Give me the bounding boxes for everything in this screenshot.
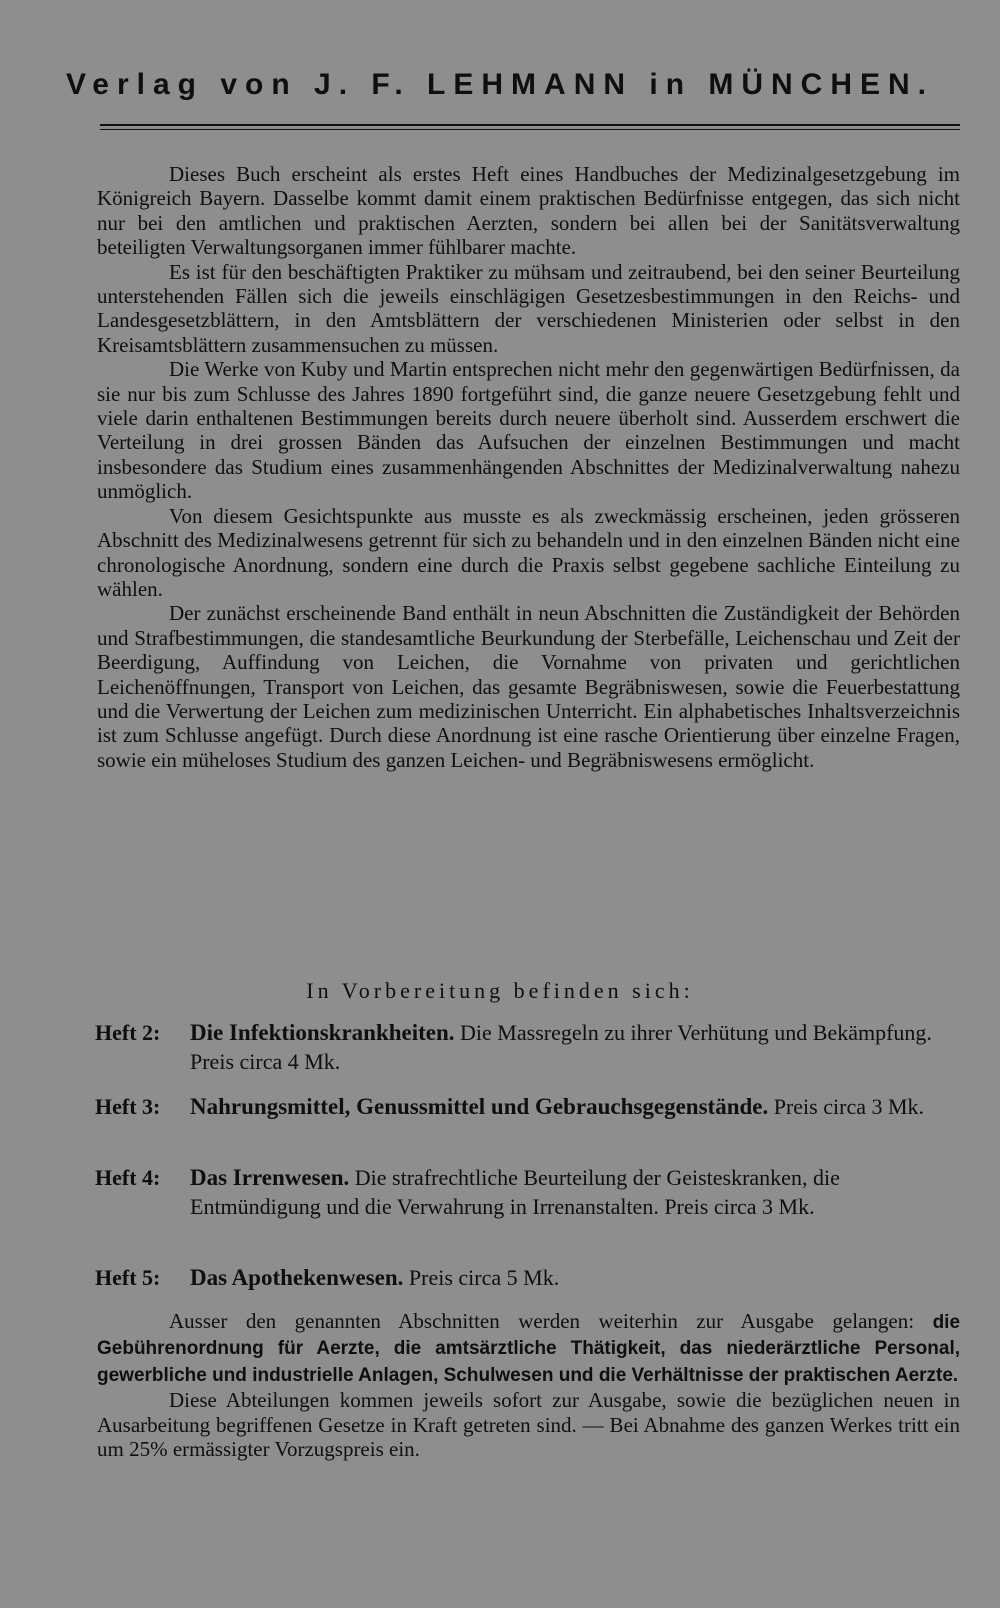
closing-intro: Ausser den genannten Abschnitten werden weiterhin zur Ausgabe gelangen: [169,1309,915,1333]
volume-entry [95,1018,960,1076]
volume-title: Das Apothekenwesen. [190,1265,404,1290]
volume-title: Die Infektionskrankheiten. [190,1020,455,1045]
volume-entry [95,1092,960,1121]
closing-paragraph [97,1309,960,1388]
volume-description: Die strafrechtliche Beurteilung der Geisteskranken, die Entmündigung und die Verwahrung in Irrenanstalten. Preis circa 3 Mk. [190,1165,840,1219]
header-rule-thin [100,129,960,130]
closing-paragraph: Diese Abteilungen kommen jeweils sofort zur Ausgabe, sowie die bezüglichen neuen in Ausarbeitung begriffenen Gesetze in Kraft getreten sind. — Bei Abnahme des ganzen Werkes tritt ein um 25% ermässigter Vorzugspreis ein. [97,1388,960,1462]
volume-label: Heft 2: [95,1020,161,1045]
volume-description: Die Massregeln zu ihrer Verhütung und Bekämpfung. Preis circa 4 Mk. [190,1020,932,1074]
closing-text [97,1309,960,1461]
preparation-heading: In Vorbereitung befinden sich: [306,978,694,1003]
volume-title: Nahrungsmittel, Genussmittel und Gebrauchsgegenstände. [190,1094,769,1119]
volume-title: Das Irrenwesen. [190,1165,350,1190]
volume-entry [95,1263,960,1292]
volume-description: Preis circa 5 Mk. [408,1265,560,1290]
volume-entry [95,1163,960,1221]
publisher-header: Verlag von J. F. LEHMANN in MÜNCHEN. [65,68,935,101]
closing-topics: die Gebührenordnung für Aerzte, die amtsärztliche Thätigkeit, das niederärztliche Personal, gewerbliche und industrielle Anlagen, Schulwesen und die Verhältnisse der praktischen Aerzte. [97,1312,961,1386]
intro-paragraph: Dieses Buch erscheint als erstes Heft eines Handbuches der Medizinalgesetzgebung im Königreich Bayern. Dasselbe kommt damit einem praktischen Bedürfnisse entgegen, das sich nicht nur bei den amtlichen und praktischen Aerzten, sondern bei allen bei der Sanitätsverwaltung beteiligten Verwaltungsorganen immer fühlbarer machte. [97,162,960,260]
intro-paragraph: Es ist für den beschäftigten Praktiker zu mühsam und zeitraubend, bei den seiner Beurteilung unterstehenden Fällen sich die jeweils einschlägigen Gesetzesbestimmungen in den Reichs- und Landesgesetzblättern, in den Amtsblättern der verschiedenen Ministerien oder selbst in den Kreisamtsblättern zusammensuchen zu müssen. [97,259,960,357]
intro-paragraph: Die Werke von Kuby und Martin entsprechen nicht mehr den gegenwärtigen Bedürfnissen, da sie nur bis zum Schlusse des Jahres 1890 fortgeführt sind, die ganze neuere Gesetzgebung fehlt und viele darin enthaltenen Bestimmungen bereits durch neuere überholt sind. Ausserdem erschwert die Verteilung in drei grossen Bänden das Aufsuchen der einzelnen Bestimmungen und macht insbesondere das Studium eines zusammenhängenden Abschnittes der Medizinalverwaltung nahezu unmöglich. [97,357,960,504]
volume-label: Heft 4: [95,1165,161,1190]
intro-text [97,162,960,772]
intro-paragraph: Der zunächst erscheinende Band enthält in neun Abschnitten die Zuständigkeit der Behörden und Strafbestimmungen, die standesamtliche Beurkundung der Sterbefälle, Leichenschau und Zeit der Beerdigung, Auffindung von Leichen, die Vornahme von privaten und gerichtlichen Leichenöffnungen, Transport von Leichen, das gesamte Begräbniswesen, sowie die Feuerbestattung und die Verwertung der Leichen zum medizinischen Unterricht. Ein alphabetisches Inhaltsverzeichnis ist zum Schlusse angefügt. Durch diese Anordnung ist eine rasche Orientierung über einzelne Fragen, sowie ein müheloses Studium des ganzen Leichen- und Begräbniswesens ermöglicht. [97,601,960,772]
volume-label: Heft 3: [95,1094,161,1119]
volume-label: Heft 5: [95,1265,161,1290]
intro-paragraph: Von diesem Gesichtspunkte aus musste es als zweckmässig erscheinen, jeden grösseren Abschnitt des Medizinalwesens getrennt für sich zu behandeln und in den einzelnen Bänden nicht eine chronologische Anordnung, sondern eine durch die Praxis selbst gegebene sachliche Einteilung zu wählen. [97,503,960,601]
volume-description: Preis circa 3 Mk. [773,1094,925,1119]
header-rule-thick [100,124,960,126]
